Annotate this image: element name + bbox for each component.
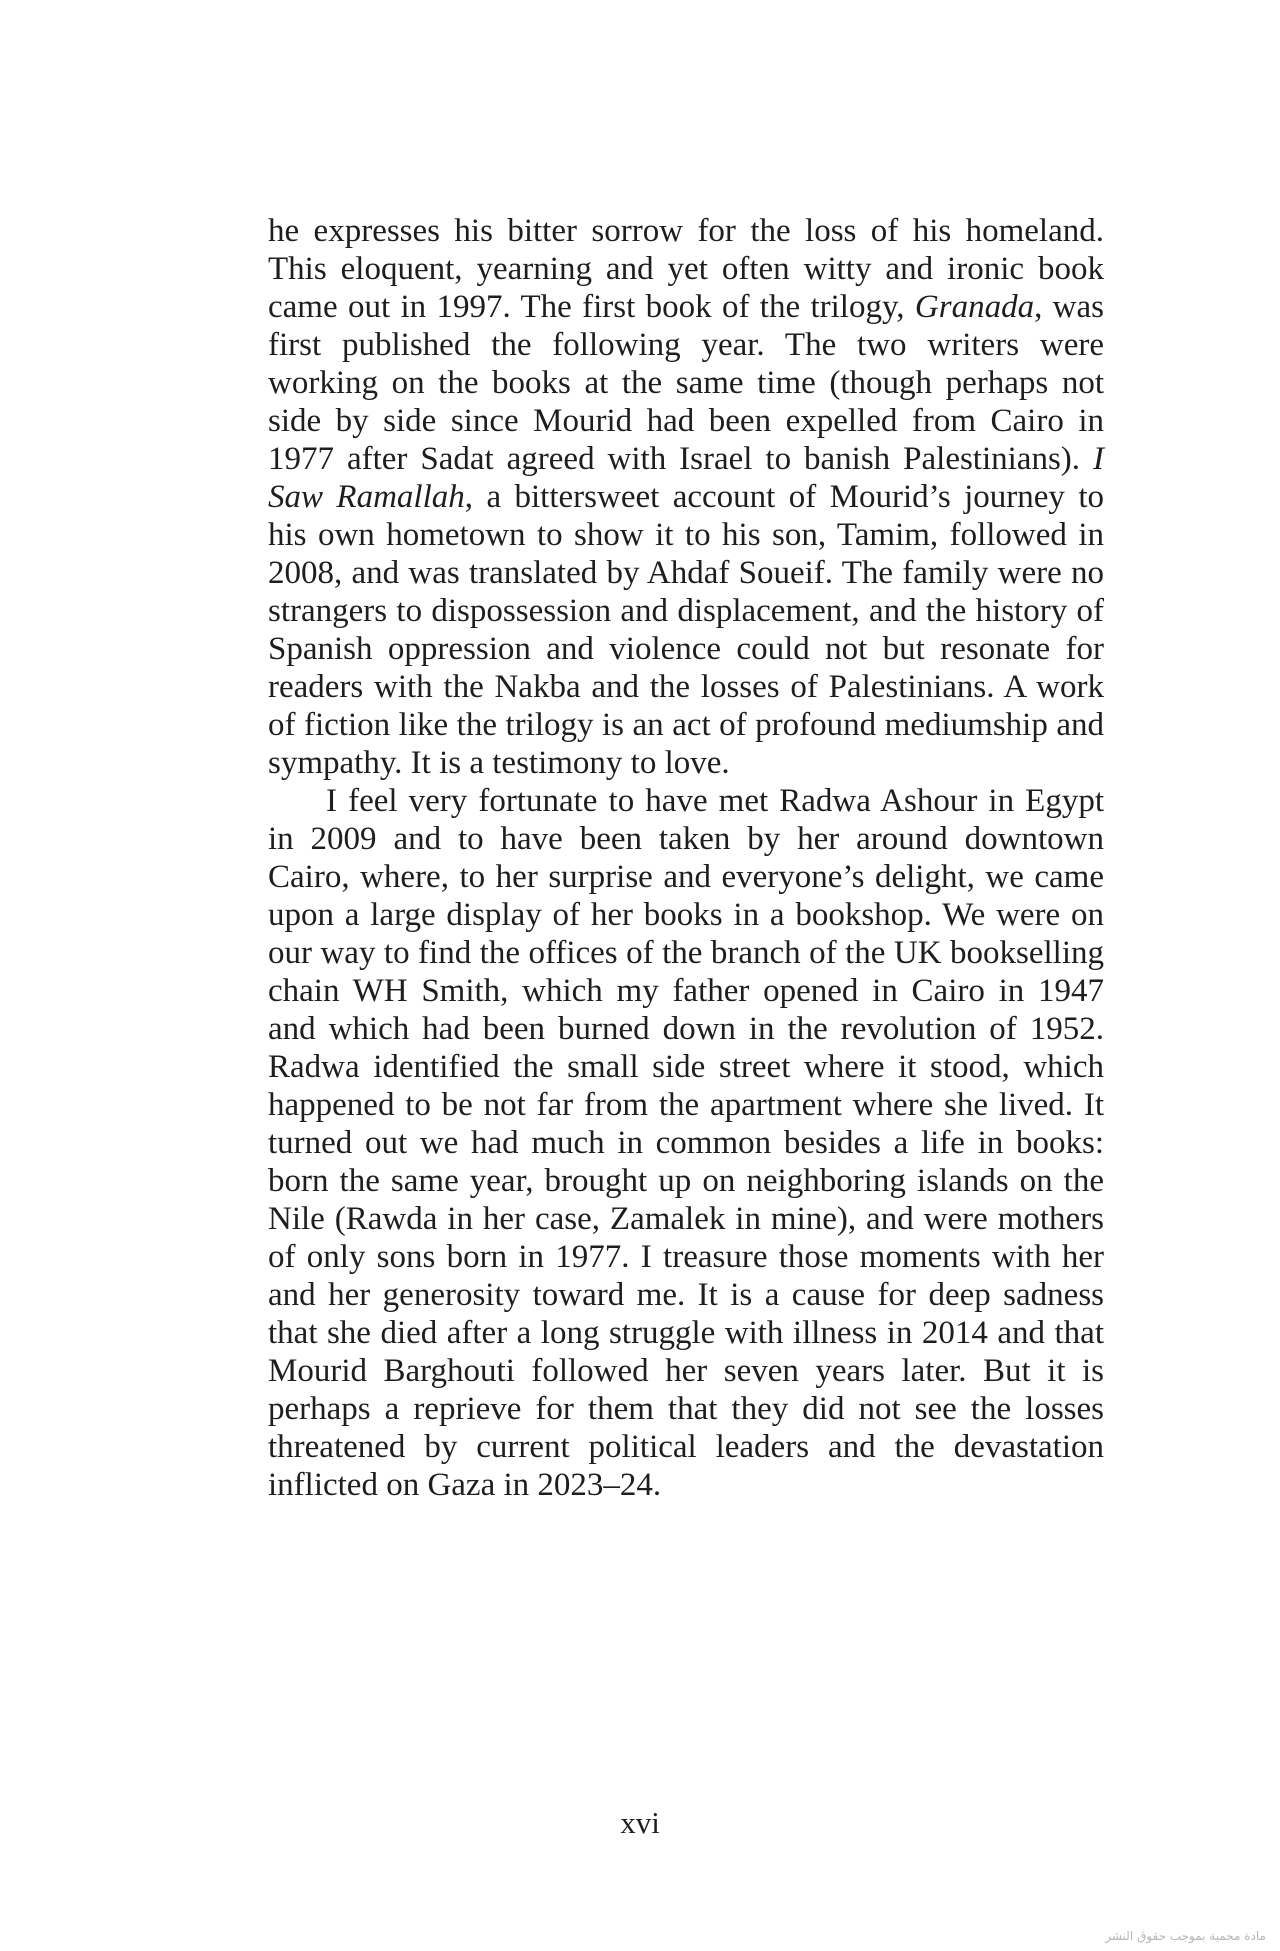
page-number: xvi: [620, 1805, 660, 1840]
book-title-i-saw-ramallah: I Saw Ramallah: [268, 441, 1104, 515]
book-title-granada: Granada: [914, 289, 1035, 325]
text-run: , was first published the following year. The two writers were working on the books at the same time (though perhaps not side by side since Mourid had been expelled from Cairo in 1977 after Sadat agreed with Israel to banish Palestinians).: [268, 289, 1105, 477]
body-text: [268, 212, 1104, 1504]
text-run: , a bittersweet account of Mourid’s journey to his own hometown to show it to his son, Tamim, followed in 2008, and was translated by Ahdaf Soueif. The family were no strangers to dispossession and displacement, and the history of Spanish oppression and violence could not but resonate for readers with the Nakba and the losses of Palestinians. A work of fiction like the trilogy is an act of profound mediumship and sympathy. It is a testimony to love.: [268, 479, 1104, 781]
text-run: he expresses his bitter sorrow for the loss of his homeland. This eloquent, yearning and yet often witty and ironic book came out in 1997. The first book of the trilogy,: [268, 213, 1104, 325]
paragraph: [268, 212, 1104, 782]
copyright-watermark: مادة محمية بموجب حقوق النشر: [1105, 1929, 1266, 1943]
text-run: I feel very fortunate to have met Radwa Ashour in Egypt in 2009 and to have been taken by her around downtown Cairo, where, to her surprise and everyone’s delight, we came upon a large display of her books in a bookshop. We were on our way to find the offices of the branch of the UK bookselling chain WH Smith, which my father opened in Cairo in 1947 and which had been burned down in the revolution of 1952. Radwa identified the small side street where it stood, which happened to be not far from the apartment where she lived. It turned out we had much in common besides a life in books: born the same year, brought up on neighboring islands on the Nile (Rawda in her case, Zamalek in mine), and were mothers of only sons born in 1977. I treasure those moments with her and her generosity toward me. It is a cause for deep sadness that she died after a long struggle with illness in 2014 and that Mourid Barghouti followed her seven years later. But it is perhaps a reprieve for them that they did not see the losses threatened by current political leaders and the devastation inflicted on Gaza in 2023–24.: [268, 783, 1104, 1503]
paragraph: [268, 782, 1104, 1504]
